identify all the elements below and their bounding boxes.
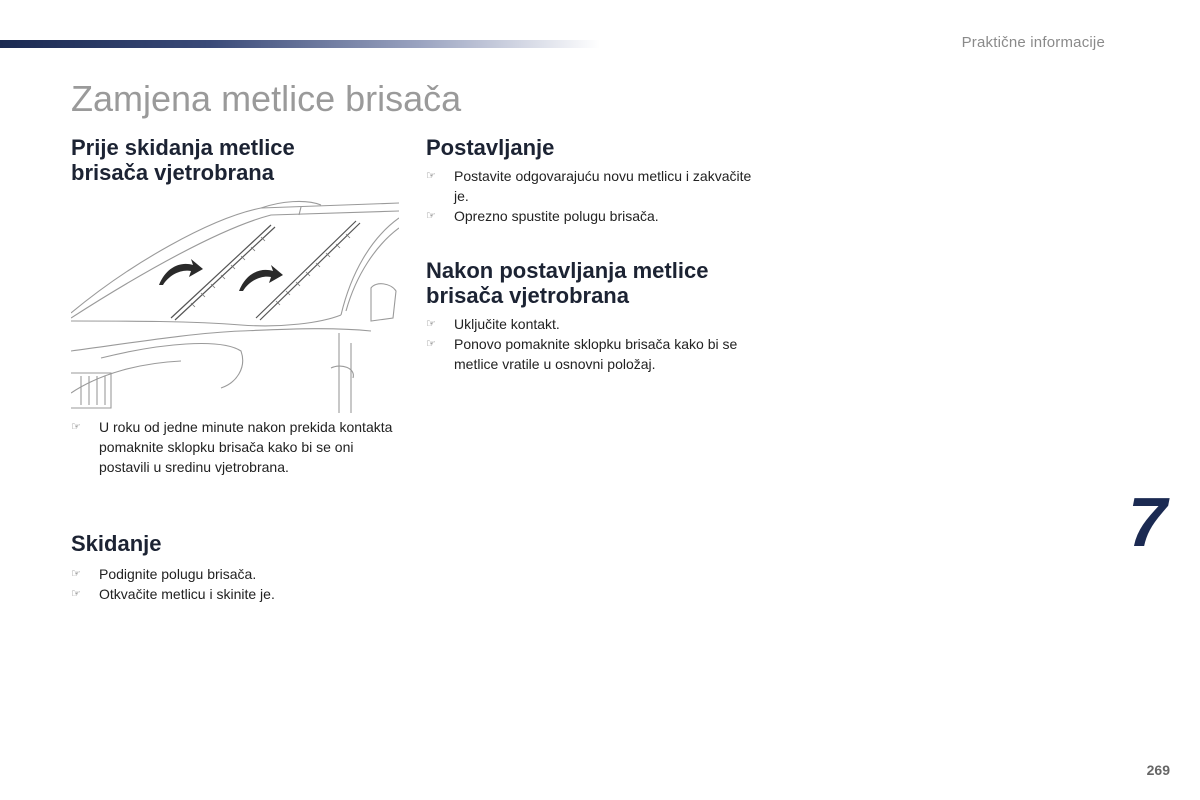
- list-item: [426, 314, 756, 334]
- installation-bullet-list: [426, 166, 756, 226]
- removal-section: [71, 531, 401, 604]
- list-item: [71, 584, 401, 604]
- page-title: Zamjena metlice brisača: [71, 78, 462, 119]
- after-installation-heading-line1: Nakon postavljanja metlice: [426, 258, 709, 283]
- list-item-text: Ponovo pomaknite sklopku brisača kako bi se metlice vratile u osnovni položaj.: [454, 336, 738, 372]
- hand-pointer-icon: ☞: [426, 318, 436, 330]
- removal-heading: Skidanje: [71, 531, 162, 556]
- list-item-text: Oprezno spustite polugu brisača.: [454, 208, 659, 224]
- hand-pointer-icon: ☞: [426, 210, 436, 222]
- list-item-text: Uključite kontakt.: [454, 316, 560, 332]
- list-item-text: Podignite polugu brisača.: [99, 566, 257, 582]
- hand-pointer-icon: ☞: [426, 170, 436, 182]
- middle-column: [426, 135, 756, 374]
- windshield-wiper-illustration: [71, 193, 399, 413]
- list-item: [426, 166, 756, 206]
- list-item: [71, 417, 401, 477]
- list-item: [426, 334, 756, 374]
- header-accent-bar: [0, 40, 600, 48]
- section-header: Praktične informacije: [961, 34, 1105, 51]
- before-removal-heading-line2: brisača vjetrobrana: [71, 160, 274, 185]
- left-column: [71, 135, 401, 185]
- chapter-number: 7: [1128, 483, 1167, 561]
- before-removal-heading-line1: Prije skidanja metlice: [71, 135, 295, 160]
- hand-pointer-icon: ☞: [426, 338, 436, 350]
- before-removal-heading: [71, 135, 401, 185]
- list-item-text: U roku od jedne minute nakon prekida kontakta pomaknite sklopku brisača kako bi se oni postavili u sredinu vjetrobrana.: [99, 419, 393, 475]
- list-item: [71, 564, 401, 584]
- list-item-text: Postavite odgovarajuću novu metlicu i zakvačite je.: [454, 168, 752, 204]
- after-installation-bullet-list: [426, 314, 756, 374]
- list-item: [426, 206, 756, 226]
- before-removal-instructions: [71, 417, 401, 477]
- hand-pointer-icon: ☞: [71, 568, 81, 580]
- list-item-text: Otkvačite metlicu i skinite je.: [99, 586, 275, 602]
- after-installation-heading-line2: brisača vjetrobrana: [426, 283, 629, 308]
- installation-heading: Postavljanje: [426, 135, 555, 160]
- page-number: 269: [1146, 762, 1170, 778]
- hand-pointer-icon: ☞: [71, 588, 81, 600]
- after-installation-heading: [426, 258, 756, 308]
- removal-bullet-list: [71, 564, 401, 604]
- before-removal-bullet-list: [71, 417, 401, 477]
- hand-pointer-icon: ☞: [71, 421, 81, 433]
